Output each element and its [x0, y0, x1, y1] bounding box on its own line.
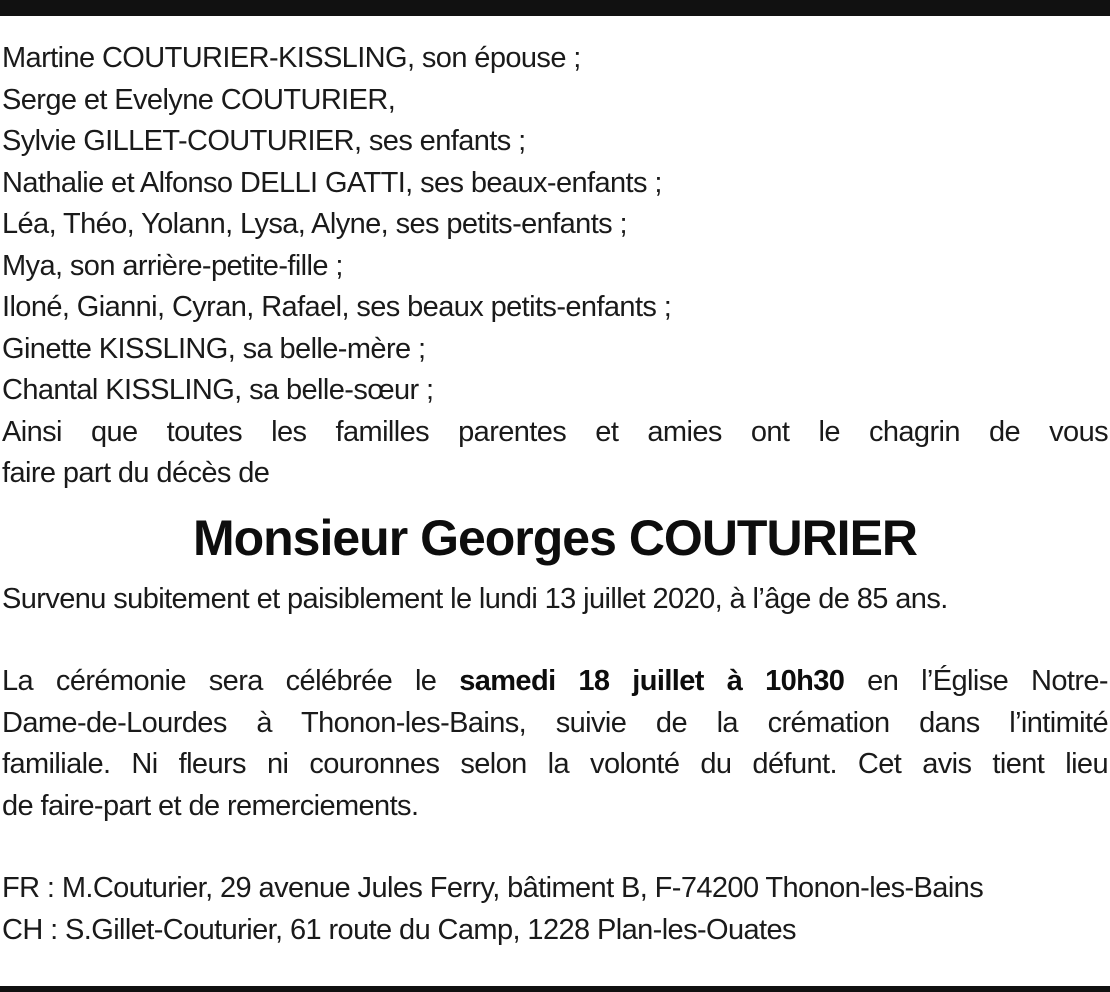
family-line: Iloné, Gianni, Cyran, Rafael, ses beaux petits-enfants ; — [2, 291, 672, 323]
family-line: Ginette KISSLING, sa belle-mère ; — [2, 332, 426, 365]
spacer — [2, 620, 1108, 661]
intro-line-2: faire part du décès de — [2, 457, 270, 489]
family-line: Serge et Evelyne COUTURIER, — [2, 83, 396, 116]
death-notice: Survenu subitement et paisiblement le lundi 13 juillet 2020, à l’âge de 85 ans. — [2, 582, 948, 615]
family-line: Sylvie GILLET-COUTURIER, ses enfants ; — [2, 125, 526, 157]
ceremony-line-3: familiale. Ni fleurs ni couronnes selon la volonté du défunt. Cet avis tient lieu — [2, 748, 1108, 780]
obituary-notice — [2, 38, 1108, 951]
family-line: Léa, Théo, Yolann, Lysa, Alyne, ses petits-enfants ; — [2, 208, 627, 240]
ceremony-line-1 — [2, 661, 1108, 703]
family-line: Martine COUTURIER-KISSLING, son épouse ; — [2, 42, 581, 74]
family-line: Chantal KISSLING, sa belle-sœur ; — [2, 374, 434, 406]
bottom-rule — [0, 986, 1110, 992]
address-fr: FR : M.Couturier, 29 avenue Jules Ferry, bâtiment B, F-74200 Thonon-les-Bains — [2, 872, 984, 904]
ceremony-text-before: La cérémonie sera célébrée le — [2, 665, 460, 697]
deceased-name: Monsieur Georges COUTURIER — [192, 509, 918, 566]
ceremony-line-4: de faire-part et de remerciements. — [2, 789, 419, 822]
ceremony-line-2: Dame-de-Lourdes à Thonon-les-Bains, suivie de la crémation dans l’intimité — [2, 706, 1108, 739]
family-line: Nathalie et Alfonso DELLI GATTI, ses beaux-enfants ; — [2, 166, 662, 199]
ceremony-text-after: en l’Église Notre- — [844, 665, 1108, 697]
ceremony-date: samedi 18 juillet à 10h30 — [459, 665, 845, 697]
family-list — [2, 38, 1108, 412]
address-ch: CH : S.Gillet-Couturier, 61 route du Camp, 1228 Plan-les-Ouates — [2, 913, 796, 946]
spacer — [2, 827, 1108, 868]
intro-line-1: Ainsi que toutes les familles parentes et amies ont le chagrin de vous — [2, 415, 1108, 448]
top-rule — [0, 0, 1110, 16]
ceremony-paragraph — [2, 661, 1108, 827]
family-line: Mya, son arrière-petite-fille ; — [2, 249, 343, 282]
